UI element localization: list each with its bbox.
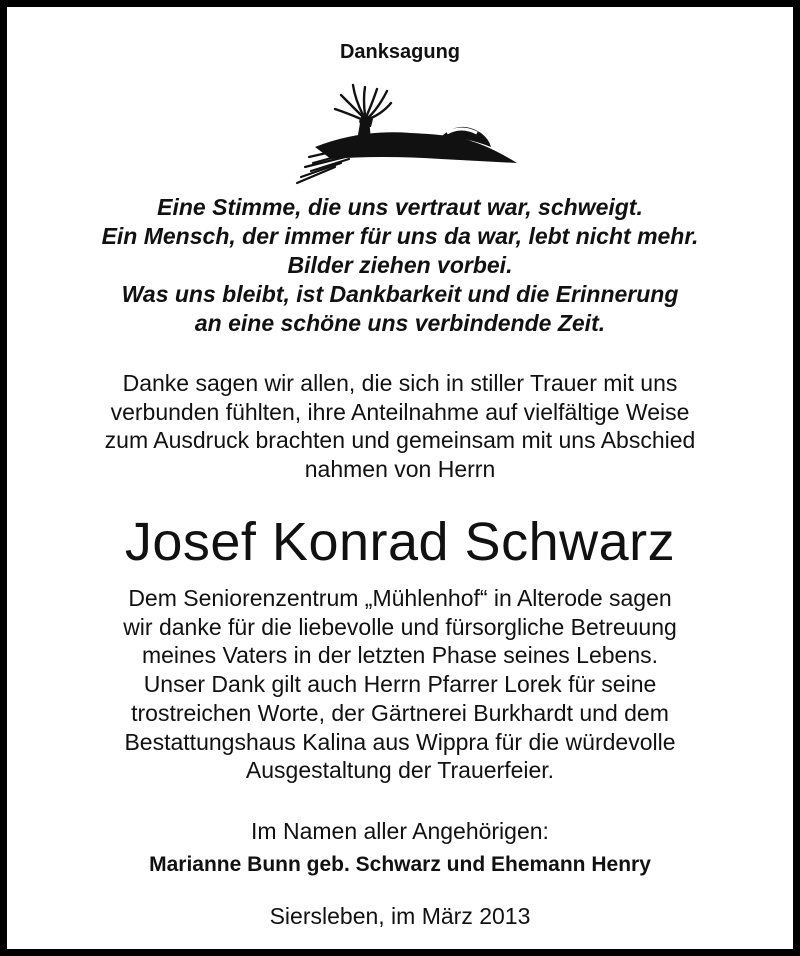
closing-line: Im Namen aller Angehörigen: — [251, 818, 549, 844]
poem — [7, 193, 793, 338]
body-line: wir danke für die liebevolle und fürsorgliche Betreuung — [123, 613, 677, 640]
thanks-line: Danke sagen wir allen, die sich in stiller Trauer mit uns — [122, 370, 678, 396]
poem-line: an eine schöne uns verbindende Zeit. — [194, 310, 606, 336]
notice-title: Danksagung — [339, 41, 461, 63]
poem-line: Ein Mensch, der immer für uns da war, lebt nicht mehr. — [101, 223, 699, 249]
signers: Marianne Bunn geb. Schwarz und Ehemann Henry — [149, 853, 651, 876]
body-line: meines Vaters in der letzten Phase seines Lebens. — [141, 642, 659, 669]
poem-line: Was uns bleibt, ist Dankbarkeit und die Erinnerung — [121, 281, 679, 307]
tree-on-hill-icon — [291, 81, 521, 187]
deceased-name: Josef Konrad Schwarz — [124, 512, 676, 572]
poem-line: Bilder ziehen vorbei. — [287, 252, 513, 278]
thanks-paragraph — [7, 369, 793, 483]
body-line: trostreichen Worte, der Gärtnerei Burkhardt und dem — [131, 699, 669, 726]
body-line: Ausgestaltung der Trauerfeier. — [245, 757, 555, 784]
poem-line: Eine Stimme, die uns vertraut war, schweigt. — [157, 194, 643, 220]
thanks-line: nahmen von Herrn — [304, 455, 496, 482]
body-line: Dem Seniorenzentrum „Mühlenhof“ in Alterode sagen — [128, 585, 672, 611]
thanks-line: verbunden fühlten, ihre Anteilnahme auf vielfältige Weise — [110, 398, 690, 425]
body-line: Bestattungshaus Kalina aus Wippra für die würdevolle — [124, 728, 676, 755]
thanks-line: zum Ausdruck brachten und gemeinsam mit uns Abschied — [104, 427, 696, 453]
body-line: Unser Dank gilt auch Herrn Pfarrer Lorek für seine — [143, 671, 657, 698]
place-date: Siersleben, im März 2013 — [269, 903, 531, 929]
body-paragraph — [7, 584, 793, 785]
